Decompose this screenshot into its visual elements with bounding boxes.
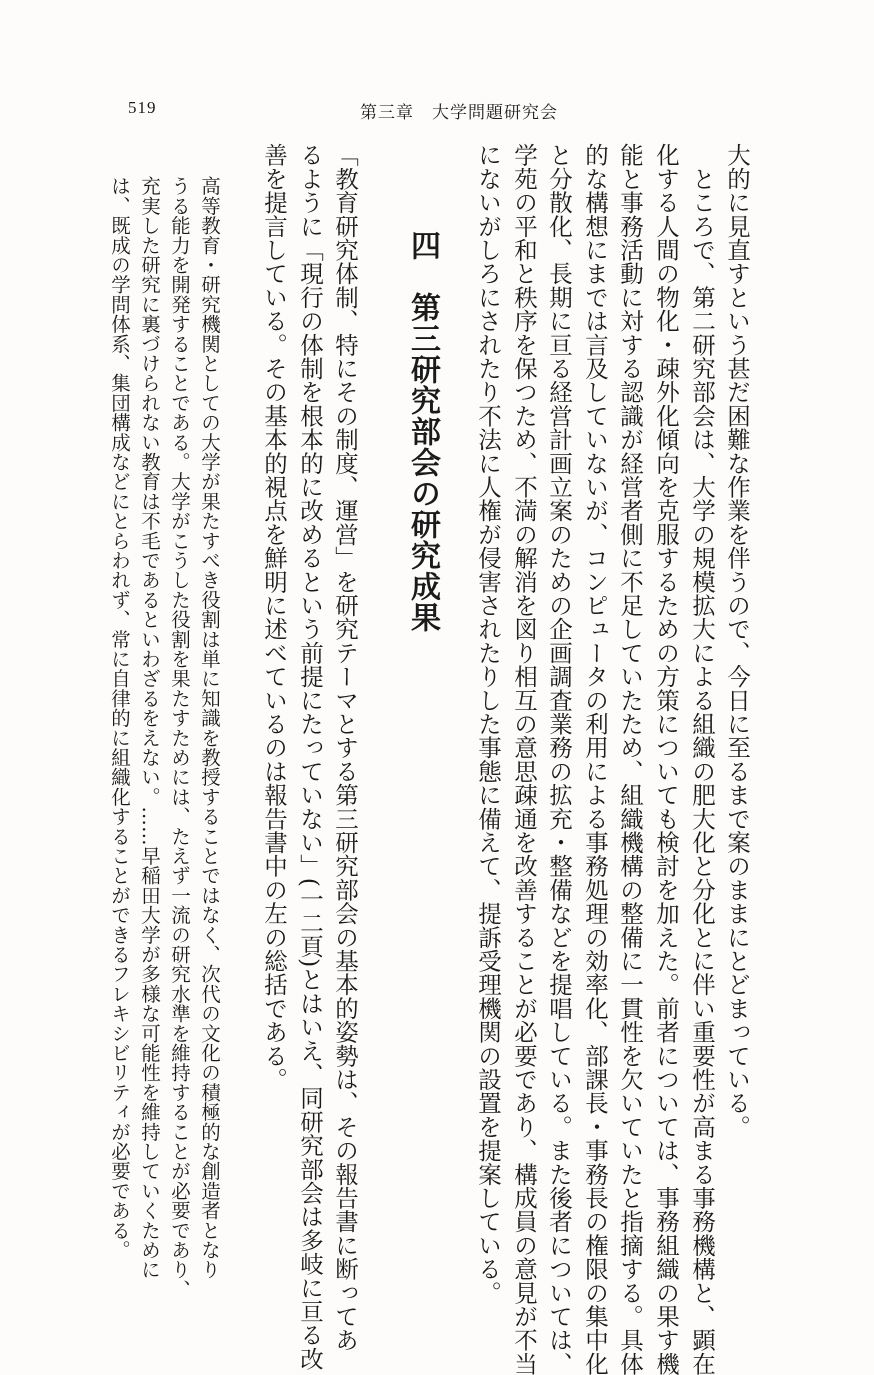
body-line: 学苑の平和と秩序を保つため、不満の解消を図り相互の意思疎通を改善することが必要であり、構成員の意見が不当 xyxy=(510,143,538,1375)
quote-line: 充実した研究に裏づけられない教育は不毛であるといわざるをえない。……早稲田大学が多様な可能性を維持していくために xyxy=(138,176,161,1280)
body-line: 化する人間の物化・疎外化傾向を克服するための方策についても検討を加えた。前者については、事務組織の果す機 xyxy=(652,143,680,1375)
quote-line: 高等教育・研究機関としての大学が果たすべき役割は単に知識を教授することではなく、次代の文化の積極的な創造者となり xyxy=(198,176,221,1280)
body-line: ところで、第二研究部会は、大学の規模拡大による組織の肥大化と分化とに伴い重要性が高まる事務機構と、顕在 xyxy=(688,143,716,1375)
quote-line: うる能力を開発することである。大学がこうした役割を果たすためには、たえず一流の研究水準を維持することが必要であり、 xyxy=(168,176,191,1299)
body-line: 的な構想にまでは言及していないが、コンピュータの利用による事務処理の効率化、部課長・事務長の権限の集中化 xyxy=(581,143,609,1375)
body-line: 能と事務活動に対する認識が経営者側に不足していたため、組織機構の整備に一貫性を欠いていたと指摘する。具体 xyxy=(616,143,644,1375)
page-number: 519 xyxy=(128,98,157,117)
body-line: 大的に見直すという甚だ困難な作業を伴うので、今日に至るまで案のままにとどまっている。 xyxy=(723,143,751,1139)
quote-line: は、既成の学問体系、集団構成などにとらわれず、常に自律的に組織化することができるフレキシビリティが必要である。 xyxy=(108,176,131,1260)
section-heading: 四 第三研究部会の研究成果 xyxy=(405,230,440,633)
body-line: 善を提言している。その基本的視点を鮮明に述べているのは報告書中の左の総括である。 xyxy=(260,143,288,1091)
body-line: 「教育研究体制、特にその制度、運営」を研究テーマとする第三研究部会の基本的姿勢は、その報告書に断ってあ xyxy=(331,143,359,1352)
body-line: るように「現行の体制を根本的に改めるという前提にたっていない」(一二頁)とはいえ、同研究部会は多岐に亘る改 xyxy=(296,143,324,1371)
body-line: と分散化、長期に亘る経営計画立案のための企画調査業務の拡充・整備などを提唱している。また後者については、 xyxy=(545,143,573,1375)
running-head: 第三章 大学問題研究会 xyxy=(360,103,558,123)
body-line: にないがしろにされたり不法に人権が侵害されたりした事態に備えて、提訴受理機関の設置を提案している。 xyxy=(474,143,502,1305)
